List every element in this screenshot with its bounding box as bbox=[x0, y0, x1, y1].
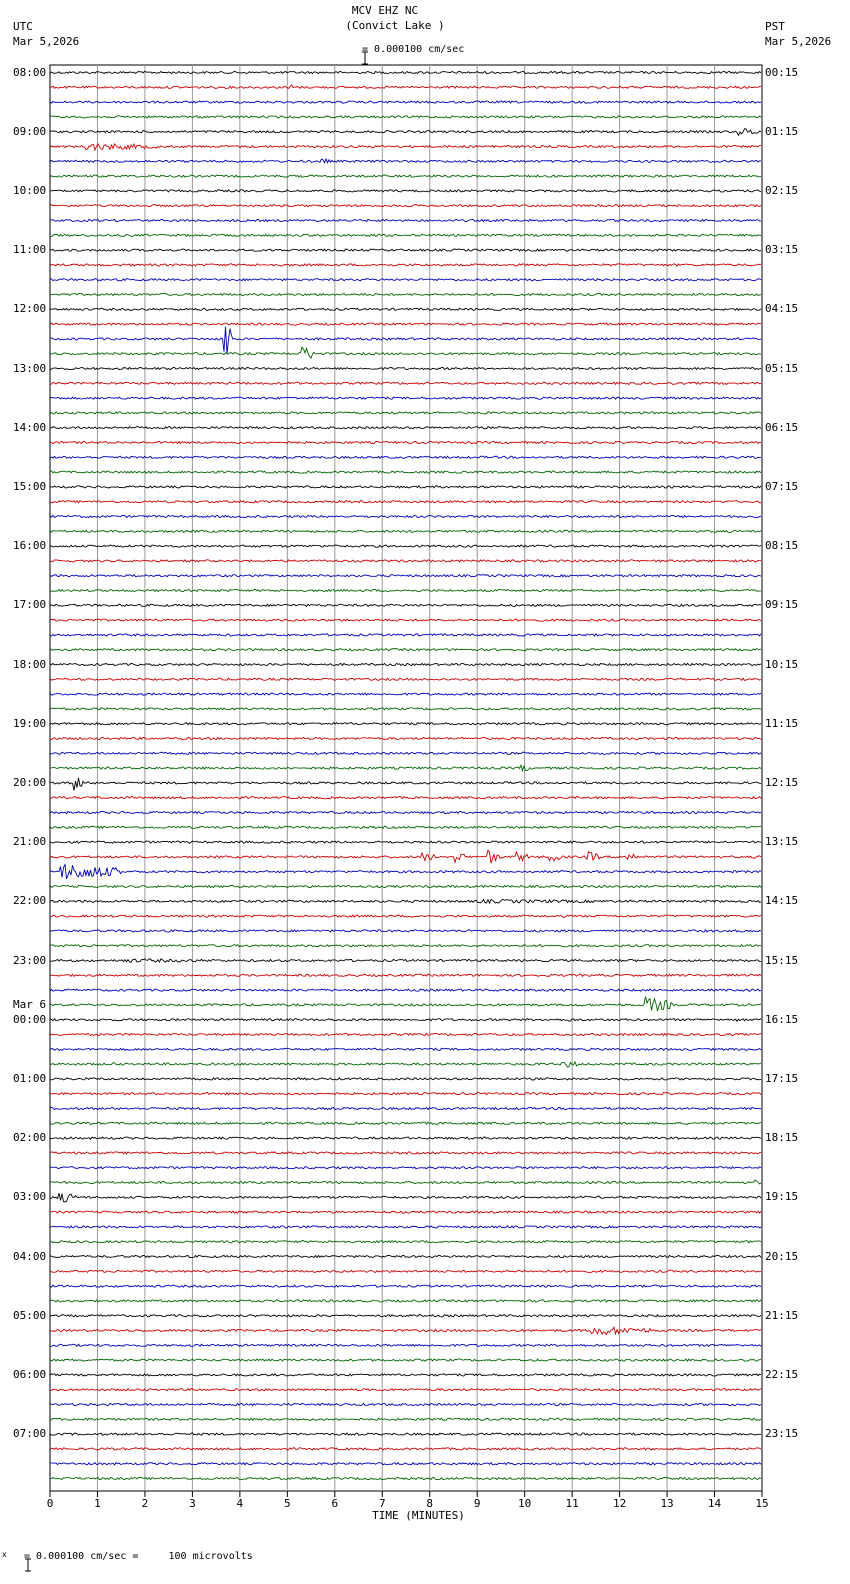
left-hour-label: 08:00 bbox=[13, 65, 47, 79]
trace-line bbox=[50, 486, 761, 488]
trace-line bbox=[50, 1285, 761, 1287]
trace-line bbox=[50, 737, 761, 739]
trace-line bbox=[50, 1093, 761, 1095]
x-tick-label: 4 bbox=[236, 1497, 244, 1510]
trace-line bbox=[50, 1344, 761, 1346]
right-hour-label: 15:15 bbox=[765, 953, 799, 967]
trace-line bbox=[50, 663, 761, 665]
scale-label: = 0.000100 cm/sec bbox=[362, 44, 465, 55]
trace-line bbox=[50, 116, 761, 118]
x-tick-label: 0 bbox=[46, 1497, 54, 1510]
x-tick-label: 6 bbox=[331, 1497, 339, 1510]
left-hour-label: 07:00 bbox=[13, 1427, 47, 1441]
footer-scale-note: = 0.000100 cm/sec = 100 microvolts bbox=[24, 1551, 253, 1562]
right-hour-label: 02:15 bbox=[765, 183, 799, 197]
trace-line bbox=[50, 1193, 761, 1202]
trace-line bbox=[50, 1403, 761, 1405]
trace-line bbox=[50, 327, 761, 354]
trace-line bbox=[50, 1477, 761, 1479]
trace-line bbox=[50, 1418, 761, 1420]
trace-line bbox=[50, 249, 761, 251]
right-hour-label: 20:15 bbox=[765, 1249, 799, 1263]
right-hour-label: 21:15 bbox=[765, 1308, 799, 1322]
trace-line bbox=[50, 865, 761, 879]
right-hour-label: 23:15 bbox=[765, 1427, 799, 1441]
trace-line bbox=[50, 545, 761, 547]
trace-line bbox=[50, 1122, 761, 1124]
trace-line bbox=[50, 945, 761, 947]
trace-line bbox=[50, 1433, 761, 1435]
trace-line bbox=[50, 501, 761, 503]
trace-line bbox=[50, 1448, 761, 1450]
x-tick-label: 1 bbox=[94, 1497, 101, 1510]
left-hour-label: 13:00 bbox=[13, 361, 47, 375]
x-tick-label: 15 bbox=[755, 1497, 769, 1510]
trace-line bbox=[50, 264, 761, 266]
x-tick-label: 13 bbox=[660, 1497, 674, 1510]
right-hour-label: 07:15 bbox=[765, 479, 799, 493]
trace-line bbox=[50, 1327, 761, 1334]
right-hour-label: 19:15 bbox=[765, 1190, 799, 1204]
left-hour-label: 02:00 bbox=[13, 1131, 47, 1145]
right-hour-label: 01:15 bbox=[765, 124, 799, 138]
trace-line bbox=[50, 1180, 761, 1184]
left-hour-label: 06:00 bbox=[13, 1367, 47, 1381]
trace-line bbox=[50, 129, 761, 136]
right-hour-label: 13:15 bbox=[765, 835, 799, 849]
trace-line bbox=[50, 989, 761, 991]
trace-line bbox=[50, 797, 761, 799]
trace-line bbox=[50, 279, 761, 281]
x-axis-title: TIME (MINUTES) bbox=[372, 1509, 465, 1522]
x-tick-label: 14 bbox=[707, 1497, 722, 1510]
trace-line bbox=[50, 71, 761, 73]
trace-line bbox=[50, 634, 761, 636]
left-hour-label: 16:00 bbox=[13, 539, 47, 553]
left-hour-label: 21:00 bbox=[13, 835, 47, 849]
trace-line bbox=[50, 930, 761, 932]
x-tick-label: 8 bbox=[426, 1497, 434, 1510]
right-hour-label: 12:15 bbox=[765, 775, 799, 789]
trace-line bbox=[50, 85, 761, 88]
footer-scale-icon bbox=[12, 1545, 18, 1559]
trace-line bbox=[50, 347, 761, 358]
x-tick-label: 11 bbox=[565, 1497, 579, 1510]
left-hour-label: 04:00 bbox=[13, 1249, 47, 1263]
trace-line bbox=[50, 1463, 761, 1465]
left-hour-label: 05:00 bbox=[13, 1308, 47, 1322]
right-date: Mar 5,2026 bbox=[765, 35, 832, 48]
right-hour-label: 22:15 bbox=[765, 1367, 799, 1381]
left-hour-label: 19:00 bbox=[13, 716, 47, 730]
trace-line bbox=[50, 190, 761, 192]
x-tick-label: 10 bbox=[518, 1497, 532, 1510]
trace-line bbox=[50, 619, 761, 621]
trace-line bbox=[50, 1107, 761, 1109]
trace-line bbox=[50, 1152, 761, 1154]
trace-line bbox=[50, 1300, 761, 1302]
trace-line bbox=[50, 649, 761, 651]
right-hour-label: 10:15 bbox=[765, 657, 799, 671]
trace-line bbox=[50, 427, 761, 429]
left-date: Mar 5,2026 bbox=[13, 35, 80, 48]
x-tick-label: 7 bbox=[378, 1497, 386, 1510]
trace-line bbox=[50, 1389, 761, 1391]
left-hour-label: 17:00 bbox=[13, 598, 47, 612]
trace-line bbox=[50, 974, 761, 976]
right-hour-label: 11:15 bbox=[765, 716, 799, 730]
x-tick-label: 2 bbox=[141, 1497, 149, 1510]
x-tick-label: 3 bbox=[189, 1497, 196, 1510]
x-tick-label: 5 bbox=[284, 1497, 291, 1510]
trace-line bbox=[50, 575, 761, 577]
trace-line bbox=[50, 101, 761, 103]
right-hour-label: 00:15 bbox=[765, 65, 799, 79]
trace-line bbox=[50, 308, 761, 310]
trace-line bbox=[50, 175, 761, 177]
station-title: MCV EHZ NC bbox=[351, 4, 419, 17]
trace-line bbox=[50, 560, 761, 562]
trace-line bbox=[50, 323, 761, 325]
trace-line bbox=[50, 841, 761, 843]
left-hour-label: 22:00 bbox=[13, 894, 47, 908]
footer-mark: x bbox=[2, 1550, 7, 1559]
right-hour-label: 09:15 bbox=[765, 598, 799, 612]
right-hour-label: 16:15 bbox=[765, 1012, 799, 1026]
trace-line bbox=[50, 1078, 761, 1080]
trace-line bbox=[50, 412, 761, 414]
right-hour-label: 14:15 bbox=[765, 894, 799, 908]
right-hour-label: 08:15 bbox=[765, 539, 799, 553]
right-timezone: PST bbox=[765, 20, 785, 33]
left-hour-label: 10:00 bbox=[13, 183, 47, 197]
trace-line bbox=[50, 219, 761, 221]
trace-line bbox=[50, 693, 761, 695]
right-hour-label: 18:15 bbox=[765, 1131, 799, 1145]
left-hour-label: 12:00 bbox=[13, 302, 47, 316]
trace-line bbox=[50, 1226, 761, 1228]
trace-line bbox=[50, 1255, 761, 1257]
trace-line bbox=[50, 367, 761, 369]
x-tick-label: 9 bbox=[473, 1497, 481, 1510]
trace-line bbox=[50, 144, 761, 150]
trace-line bbox=[50, 752, 761, 754]
trace-line bbox=[50, 530, 761, 532]
station-location: (Convict Lake ) bbox=[345, 19, 445, 32]
left-hour-label: 00:00 bbox=[13, 1012, 47, 1026]
trace-line bbox=[50, 1359, 761, 1361]
trace-line bbox=[50, 205, 761, 207]
x-tick-label: 12 bbox=[612, 1497, 627, 1510]
left-hour-label: 11:00 bbox=[13, 243, 47, 257]
trace-line bbox=[50, 1062, 761, 1067]
trace-line bbox=[50, 1374, 761, 1376]
date-change-label: Mar 6 bbox=[13, 997, 47, 1011]
trace-line bbox=[50, 885, 761, 887]
trace-line bbox=[50, 997, 761, 1011]
trace-line bbox=[50, 678, 761, 680]
trace-line bbox=[50, 293, 761, 295]
left-hour-label: 09:00 bbox=[13, 124, 47, 138]
trace-line bbox=[50, 1241, 761, 1243]
left-hour-label: 20:00 bbox=[13, 775, 47, 789]
trace-line bbox=[50, 1048, 761, 1050]
trace-line bbox=[50, 604, 761, 606]
right-hour-label: 04:15 bbox=[765, 302, 799, 316]
trace-line bbox=[50, 1315, 761, 1317]
trace-line bbox=[50, 515, 761, 517]
trace-line bbox=[50, 1019, 761, 1022]
trace-line bbox=[50, 899, 761, 903]
trace-line bbox=[50, 1167, 761, 1169]
trace-line bbox=[50, 589, 761, 591]
trace-line bbox=[50, 471, 761, 473]
left-hour-label: 01:00 bbox=[13, 1071, 47, 1085]
trace-line bbox=[50, 159, 761, 163]
trace-line bbox=[50, 441, 761, 443]
trace-line bbox=[50, 1211, 761, 1213]
trace-line bbox=[50, 708, 761, 710]
trace-line bbox=[50, 915, 761, 917]
trace-line bbox=[50, 850, 761, 863]
right-hour-label: 17:15 bbox=[765, 1071, 799, 1085]
trace-line bbox=[50, 959, 761, 963]
left-hour-label: 18:00 bbox=[13, 657, 47, 671]
right-hour-label: 03:15 bbox=[765, 243, 799, 257]
left-hour-label: 23:00 bbox=[13, 953, 47, 967]
left-hour-label: 15:00 bbox=[13, 479, 47, 493]
trace-line bbox=[50, 1137, 761, 1139]
trace-line bbox=[50, 1033, 761, 1035]
trace-line bbox=[50, 397, 761, 399]
right-hour-label: 06:15 bbox=[765, 420, 799, 434]
trace-line bbox=[50, 765, 761, 770]
trace-line bbox=[50, 382, 761, 384]
trace-line bbox=[50, 778, 761, 791]
right-hour-label: 05:15 bbox=[765, 361, 799, 375]
trace-line bbox=[50, 811, 761, 813]
trace-line bbox=[50, 234, 761, 236]
left-hour-label: 14:00 bbox=[13, 420, 47, 434]
trace-line bbox=[50, 456, 761, 458]
trace-line bbox=[50, 1270, 761, 1272]
trace-line bbox=[50, 723, 761, 725]
left-timezone: UTC bbox=[13, 20, 33, 33]
trace-line bbox=[50, 826, 761, 828]
left-hour-label: 03:00 bbox=[13, 1190, 47, 1204]
